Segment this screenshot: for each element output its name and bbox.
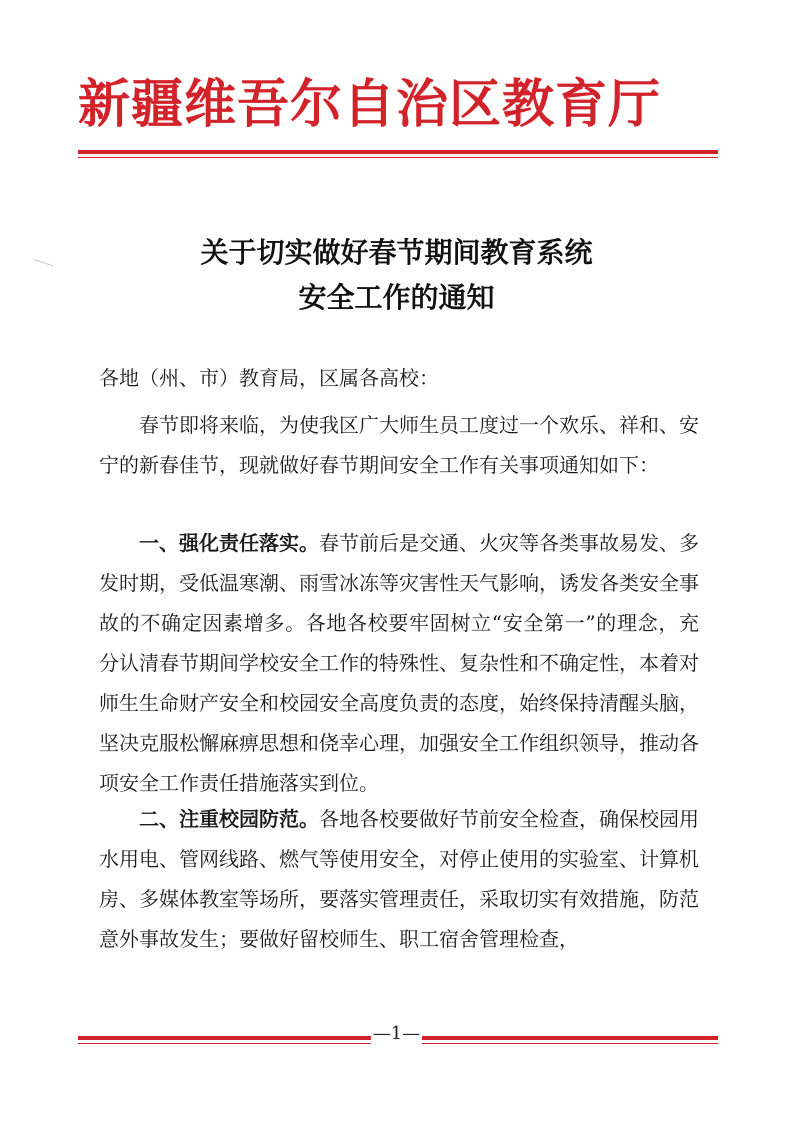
document-title-line-2: 安全工作的通知 xyxy=(298,281,495,314)
section-heading: 二、注重校园防范。 xyxy=(139,807,319,831)
org-letterhead-title: 新疆维吾尔自治区教育厅 xyxy=(78,74,662,135)
salutation: 各地（州、市）教育局，区属各高校： xyxy=(99,366,439,390)
document-title-line-1: 关于切实做好春节期间教育系统 xyxy=(200,236,593,269)
page-number xyxy=(0,1021,793,1047)
page-number-label: —1— xyxy=(372,1023,421,1044)
section-paragraph xyxy=(99,523,699,803)
section-heading: 一、强化责任落实。 xyxy=(139,531,319,555)
section-text: 各地各校要做好节前安全检查，确保校园用水用电、管网线路、燃气等使用安全，对停止使用的实验室、计算机房、多媒体教室等场所，要落实管理责任，采取切实有效措施，防范意外事故发生；要做好留校师生、职工宿舍管理检查， xyxy=(99,807,699,951)
intro-paragraph: 春节即将来临，为使我区广大师生员工度过一个欢乐、祥和、安宁的新春佳节，现就做好春节期间安全工作有关事项通知如下： xyxy=(99,413,699,477)
letterhead-red-rule xyxy=(78,150,718,158)
section-paragraph xyxy=(99,799,699,959)
section-text: 春节前后是交通、火灾等各类事故易发、多发时期，受低温寒潮、雨雪冰冻等灾害性天气影响，诱发各类安全事故的不确定因素增多。各地各校要牢固树立“安全第一”的理念，充分认清春节期间学校安全工作的特殊性、复杂性和不确定性，本着对师生生命财产安全和校园安全高度负责的态度，始终保持清醒头脑，坚决克服松懈麻痹思想和侥幸心理，加强安全工作组织领导，推动各项安全工作责任措施落实到位。 xyxy=(99,531,699,795)
